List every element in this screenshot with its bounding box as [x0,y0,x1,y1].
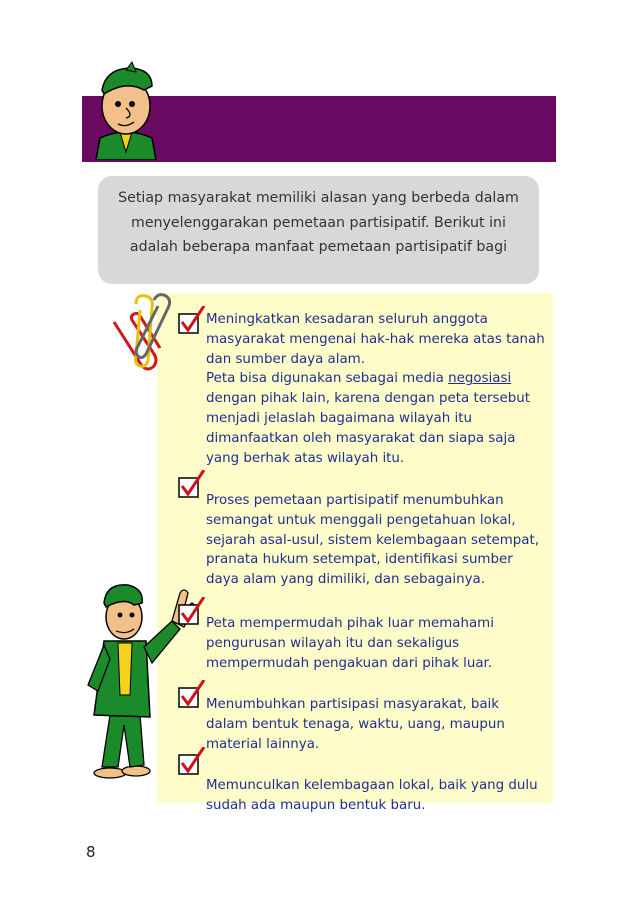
benefit-line: dengan pihak lain, karena dengan peta tersebut [206,391,530,407]
benefit-line: pengurusan wilayah itu dan sekaligus [206,635,460,651]
benefit-line: dan sumber daya alam. [206,351,365,367]
benefit-line: masyarakat mengenai hak-hak mereka atas tanah [206,331,545,347]
benefit-item [206,491,546,590]
page-number: 8 [86,843,96,861]
negosiasi-link[interactable]: negosiasi [448,371,512,387]
benefit-line: sejarah asal-usul, sistem kelembagaan setempat, [206,532,540,548]
benefit-item [206,695,546,754]
benefit-line: Meningkatkan kesadaran seluruh anggota [206,312,488,327]
character-head-illustration [86,60,166,160]
checkmark-icon [178,680,206,708]
benefit-line: mempermudah pengakuan dari pihak luar. [206,655,493,671]
intro-line: Setiap masyarakat memiliki alasan yang berbeda dalam [118,190,519,206]
benefit-line: semangat untuk menggali pengetahuan lokal, [206,512,516,528]
benefit-item [206,614,546,673]
benefit-item [206,310,546,468]
intro-box [98,176,539,284]
benefit-line: daya alam yang dimiliki, dan sebagainya. [206,572,485,588]
benefit-item [206,776,546,816]
benefit-line: sudah ada maupun bentuk baru. [206,797,426,813]
checkmark-icon [178,747,206,775]
benefit-line: dimanfaatkan oleh masyarakat dan siapa saja [206,430,516,446]
benefit-line: pranata hukum setempat, identifikasi sumber [206,552,513,568]
benefit-line: material lainnya. [206,736,320,752]
benefit-line: Proses pemetaan partisipatif menumbuhkan [206,493,504,508]
benefit-line: dalam bentuk tenaga, waktu, uang, maupun [206,716,505,732]
benefit-line: Peta mempermudah pihak luar memahami [206,616,494,631]
intro-line: menyelenggarakan pemetaan partisipatif. Berikut ini [131,214,506,231]
benefit-line: menjadi jelaslah bagaimana wilayah itu [206,410,472,426]
intro-line: adalah beberapa manfaat pemetaan partisipatif bagi [129,239,508,255]
benefit-line: yang berhak atas wilayah itu. [206,450,405,466]
checkmark-icon [178,306,206,334]
benefit-text: Peta bisa digunakan sebagai media [206,371,449,387]
benefit-line [206,369,546,389]
checkmark-icon [178,597,206,625]
benefit-line: Menumbuhkan partisipasi masyarakat, baik [206,697,500,712]
benefit-line: Memunculkan kelembagaan lokal, baik yang dulu [206,778,538,793]
paper-clips-illustration [106,292,186,372]
checkmark-icon [178,470,206,498]
